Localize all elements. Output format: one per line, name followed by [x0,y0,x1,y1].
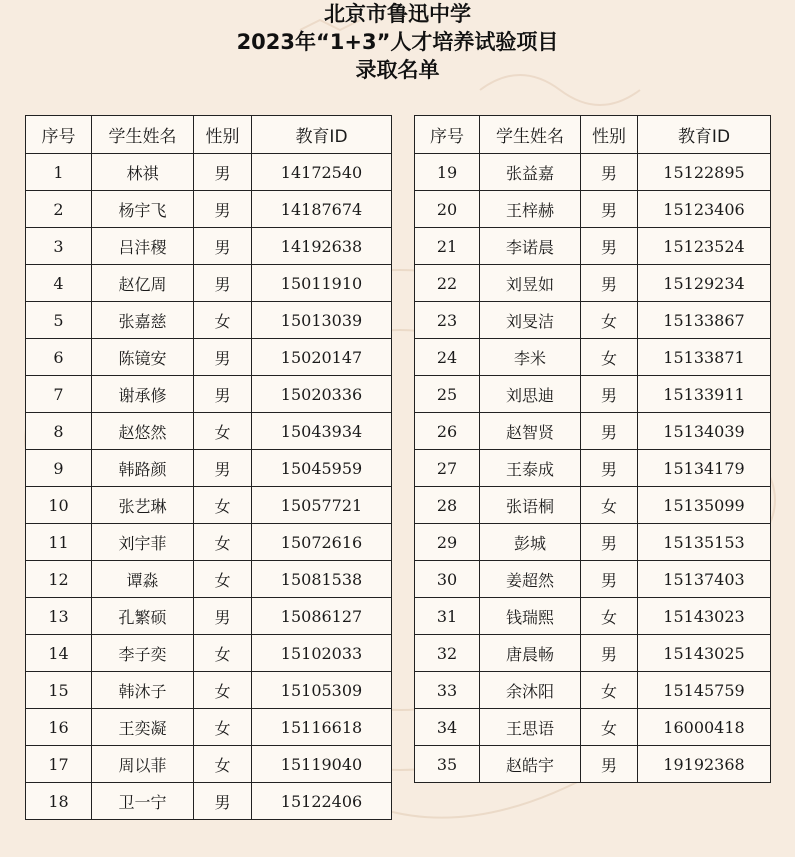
cell-student-name: 张艺琳 [92,487,194,524]
table-row [415,561,771,598]
cell-gender: 女 [581,487,638,524]
cell-gender: 男 [194,450,252,487]
table-row [26,672,392,709]
table-row [26,228,392,265]
cell-student-name: 钱瑞熙 [480,598,581,635]
cell-number: 1 [26,154,92,191]
table-header-row [26,116,392,154]
cell-gender: 女 [581,302,638,339]
table-row [415,302,771,339]
cell-number: 18 [26,783,92,820]
column-header-gender: 性别 [194,116,252,154]
cell-student-name: 林祺 [92,154,194,191]
cell-education-id: 15045959 [252,450,392,487]
table-row [415,487,771,524]
table-row [26,635,392,672]
cell-gender: 男 [194,154,252,191]
cell-education-id: 15020147 [252,339,392,376]
cell-number: 8 [26,413,92,450]
cell-education-id: 15081538 [252,561,392,598]
cell-student-name: 赵智贤 [480,413,581,450]
cell-number: 28 [415,487,480,524]
table-row [415,191,771,228]
table-row [26,413,392,450]
cell-gender: 男 [194,376,252,413]
cell-gender: 男 [581,191,638,228]
cell-education-id: 19192368 [638,746,771,783]
column-header-education-id: 教育ID [252,116,392,154]
table-row [415,265,771,302]
cell-education-id: 15122895 [638,154,771,191]
cell-student-name: 杨宇飞 [92,191,194,228]
cell-education-id: 15143025 [638,635,771,672]
cell-number: 26 [415,413,480,450]
cell-student-name: 刘旻洁 [480,302,581,339]
table-row [415,228,771,265]
cell-student-name: 李子奕 [92,635,194,672]
cell-education-id: 15133871 [638,339,771,376]
cell-student-name: 周以菲 [92,746,194,783]
table-row [415,709,771,746]
table-row [26,598,392,635]
cell-education-id: 15020336 [252,376,392,413]
cell-gender: 女 [581,709,638,746]
cell-number: 30 [415,561,480,598]
cell-student-name: 姜超然 [480,561,581,598]
cell-education-id: 15011910 [252,265,392,302]
cell-number: 7 [26,376,92,413]
cell-education-id: 15072616 [252,524,392,561]
table-row [26,154,392,191]
cell-education-id: 15105309 [252,672,392,709]
table-row [415,672,771,709]
cell-gender: 男 [194,228,252,265]
table-row [26,376,392,413]
cell-number: 14 [26,635,92,672]
cell-gender: 女 [194,561,252,598]
table-row [26,265,392,302]
roster-table-right [414,115,771,783]
roster-table-left [25,115,392,820]
cell-education-id: 14192638 [252,228,392,265]
column-header-name: 学生姓名 [92,116,194,154]
cell-number: 31 [415,598,480,635]
cell-education-id: 14172540 [252,154,392,191]
document-header [0,0,795,84]
cell-number: 32 [415,635,480,672]
table-row [26,709,392,746]
cell-education-id: 15122406 [252,783,392,820]
cell-student-name: 李米 [480,339,581,376]
cell-gender: 女 [194,487,252,524]
cell-gender: 男 [581,154,638,191]
column-header-number: 序号 [415,116,480,154]
cell-gender: 女 [194,413,252,450]
table-row [26,783,392,820]
cell-number: 11 [26,524,92,561]
cell-education-id: 15123524 [638,228,771,265]
cell-number: 4 [26,265,92,302]
cell-student-name: 刘昱如 [480,265,581,302]
cell-education-id: 15134039 [638,413,771,450]
cell-gender: 女 [194,709,252,746]
cell-gender: 男 [194,191,252,228]
cell-education-id: 15137403 [638,561,771,598]
cell-education-id: 15133867 [638,302,771,339]
column-header-gender: 性别 [581,116,638,154]
table-row [415,339,771,376]
cell-student-name: 赵皓宇 [480,746,581,783]
cell-gender: 女 [194,746,252,783]
table-row [415,154,771,191]
cell-education-id: 15102033 [252,635,392,672]
cell-education-id: 15133911 [638,376,771,413]
cell-gender: 男 [581,635,638,672]
cell-number: 12 [26,561,92,598]
cell-number: 13 [26,598,92,635]
cell-education-id: 16000418 [638,709,771,746]
cell-gender: 女 [194,672,252,709]
cell-number: 5 [26,302,92,339]
cell-student-name: 张益嘉 [480,154,581,191]
cell-student-name: 陈镜安 [92,339,194,376]
table-row [415,746,771,783]
cell-number: 9 [26,450,92,487]
cell-gender: 男 [194,783,252,820]
cell-number: 34 [415,709,480,746]
cell-education-id: 15129234 [638,265,771,302]
cell-education-id: 15119040 [252,746,392,783]
cell-education-id: 15013039 [252,302,392,339]
cell-gender: 男 [194,339,252,376]
table-row [26,561,392,598]
cell-gender: 男 [194,598,252,635]
cell-gender: 男 [194,265,252,302]
cell-student-name: 韩路颜 [92,450,194,487]
list-title: 录取名单 [355,58,440,82]
cell-student-name: 张语桐 [480,487,581,524]
table-row [415,635,771,672]
cell-education-id: 15086127 [252,598,392,635]
cell-student-name: 韩沐子 [92,672,194,709]
cell-education-id: 15143023 [638,598,771,635]
cell-number: 33 [415,672,480,709]
cell-student-name: 吕沣稷 [92,228,194,265]
cell-education-id: 15135099 [638,487,771,524]
cell-number: 19 [415,154,480,191]
cell-number: 24 [415,339,480,376]
cell-student-name: 李诺晨 [480,228,581,265]
cell-gender: 男 [581,450,638,487]
cell-gender: 女 [194,635,252,672]
cell-student-name: 谢承修 [92,376,194,413]
cell-student-name: 赵亿周 [92,265,194,302]
program-title: 2023年“1+3”人才培养试验项目 [236,30,559,54]
cell-gender: 男 [581,265,638,302]
cell-student-name: 王奕凝 [92,709,194,746]
cell-student-name: 彭城 [480,524,581,561]
cell-gender: 女 [194,302,252,339]
cell-student-name: 刘思迪 [480,376,581,413]
cell-education-id: 15134179 [638,450,771,487]
table-row [26,191,392,228]
cell-gender: 男 [581,413,638,450]
cell-student-name: 卫一宁 [92,783,194,820]
cell-student-name: 王思语 [480,709,581,746]
column-header-education-id: 教育ID [638,116,771,154]
cell-student-name: 孔繁硕 [92,598,194,635]
cell-number: 6 [26,339,92,376]
table-row [26,524,392,561]
cell-education-id: 15043934 [252,413,392,450]
table-row [26,487,392,524]
cell-number: 16 [26,709,92,746]
column-header-name: 学生姓名 [480,116,581,154]
cell-gender: 男 [581,376,638,413]
cell-gender: 女 [581,339,638,376]
cell-student-name: 赵悠然 [92,413,194,450]
cell-student-name: 唐晨畅 [480,635,581,672]
cell-gender: 男 [581,561,638,598]
cell-student-name: 王泰成 [480,450,581,487]
table-header-row [415,116,771,154]
cell-number: 20 [415,191,480,228]
table-row [415,598,771,635]
cell-education-id: 15116618 [252,709,392,746]
cell-gender: 男 [581,746,638,783]
table-row [26,450,392,487]
table-row [415,376,771,413]
cell-student-name: 张嘉慈 [92,302,194,339]
cell-number: 2 [26,191,92,228]
column-header-number: 序号 [26,116,92,154]
cell-education-id: 15057721 [252,487,392,524]
cell-number: 27 [415,450,480,487]
cell-number: 10 [26,487,92,524]
cell-gender: 男 [581,228,638,265]
cell-gender: 男 [581,524,638,561]
cell-student-name: 刘宇菲 [92,524,194,561]
cell-number: 15 [26,672,92,709]
cell-gender: 女 [581,672,638,709]
cell-number: 25 [415,376,480,413]
cell-education-id: 14187674 [252,191,392,228]
cell-gender: 女 [581,598,638,635]
cell-number: 17 [26,746,92,783]
cell-education-id: 15145759 [638,672,771,709]
table-row [415,524,771,561]
table-row [26,746,392,783]
table-row [26,339,392,376]
cell-number: 35 [415,746,480,783]
cell-education-id: 15135153 [638,524,771,561]
cell-student-name: 谭淼 [92,561,194,598]
cell-number: 29 [415,524,480,561]
cell-gender: 女 [194,524,252,561]
cell-education-id: 15123406 [638,191,771,228]
table-row [26,302,392,339]
cell-number: 3 [26,228,92,265]
cell-student-name: 王梓赫 [480,191,581,228]
school-name: 北京市鲁迅中学 [324,2,471,26]
table-row [415,450,771,487]
table-row [415,413,771,450]
cell-number: 23 [415,302,480,339]
cell-number: 22 [415,265,480,302]
cell-number: 21 [415,228,480,265]
cell-student-name: 余沐阳 [480,672,581,709]
